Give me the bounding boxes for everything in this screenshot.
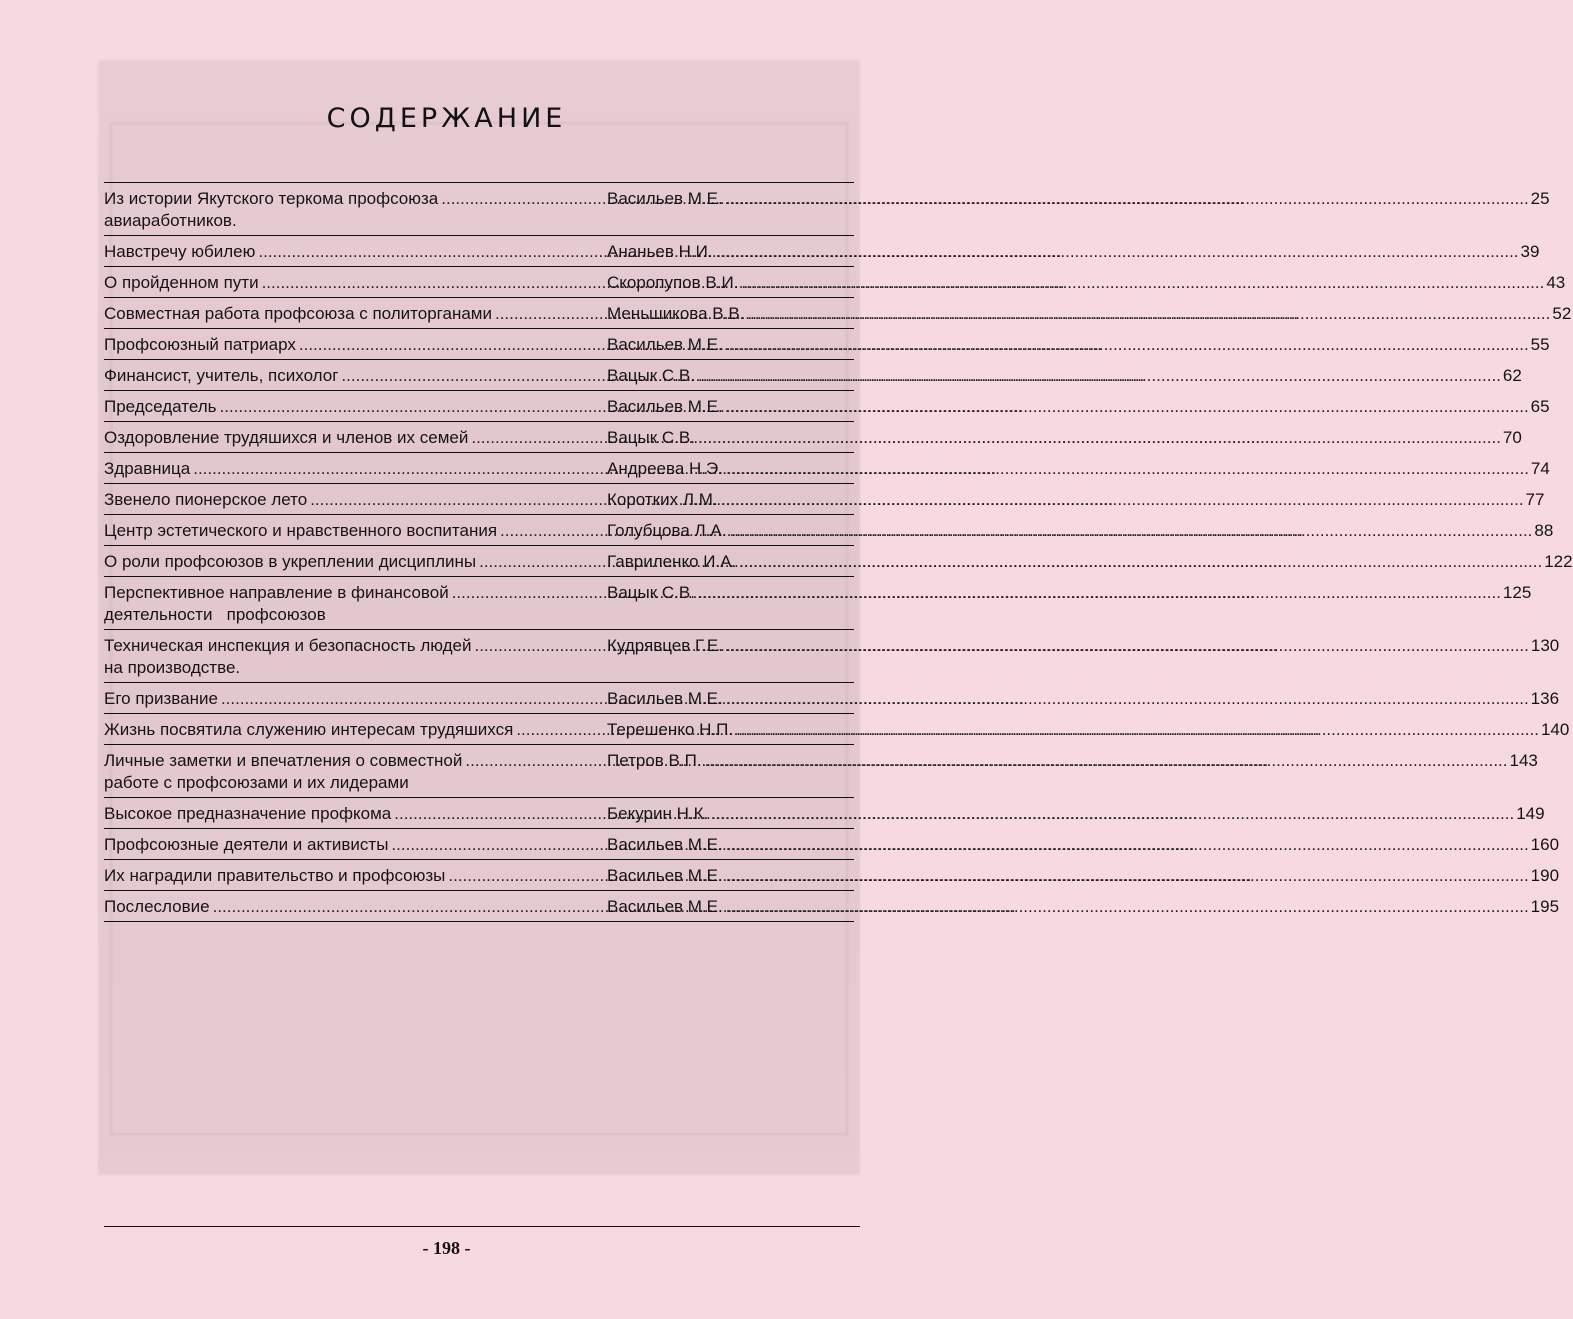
toc-row [104,452,1550,483]
toc-author: Петров В.П. [607,751,702,770]
toc-title: О роли профсоюзов в укреплении дисциплины [104,552,477,571]
toc-title: Жизнь посвятила служению интересам трудяшихся [104,720,514,739]
toc-title: Оздоровление трудяшихся и членов их семей [104,428,469,447]
toc-page: 88 [1534,521,1554,540]
toc-page: 130 [1530,636,1560,655]
toc-row [104,328,1550,359]
toc-author: Вацык С.В. [607,428,695,447]
table-of-contents [104,182,1573,922]
toc-row [104,859,1560,890]
toc-title: Звенело пионерское лето [104,490,308,509]
toc-row [104,266,1566,297]
toc-row [104,828,1560,859]
toc-title: Совместная работа профсоюза с политорганами [104,304,492,323]
toc-author: Скоропупов В.И. [607,273,739,292]
toc-page: 65 [1530,397,1550,416]
toc-page: 77 [1525,490,1545,509]
toc-row [104,797,1545,828]
toc-row [104,182,1550,235]
toc-page: 122 [1544,552,1573,571]
toc-title: Профсоюзные деятели и активисты [104,835,389,854]
toc-author: Терешенко Н.П. [607,720,734,739]
toc-page: 39 [1520,242,1540,261]
toc-title-continuation: деятельности профсоюзов [104,605,326,624]
toc-page: 143 [1509,751,1538,770]
toc-row [104,421,1522,452]
toc-row [104,890,1560,921]
toc-row [104,744,1538,797]
toc-page: 70 [1502,428,1522,447]
toc-row [104,297,1572,328]
toc-author: Васильев М.Е. [607,397,723,416]
toc-row [104,576,1532,629]
toc-author: Меньшикова В.В. [607,304,745,323]
toc-page: 74 [1530,459,1550,478]
toc-author: Васильев М.Е. [607,689,723,708]
toc-row [104,629,1560,682]
toc-author: Андреева Н.Э. [607,459,723,478]
toc-title: Его призвание [104,689,218,708]
toc-author: Вацык С.В. [607,583,695,602]
toc-author: Бекурин Н.К. [607,804,709,823]
toc-title: Здравница [104,459,191,478]
toc-row [104,235,1540,266]
toc-row [104,483,1545,514]
toc-page: 149 [1516,804,1545,823]
toc-page: 52 [1552,304,1572,323]
page-title: СОДЕРЖАНИЕ [326,103,567,134]
toc-page: 136 [1530,689,1560,708]
toc-row [104,514,1554,545]
toc-page: 43 [1546,273,1566,292]
toc-title: Председатель [104,397,217,416]
toc-title: Из истории Якутского теркома профсоюза [104,189,439,208]
page-number: - 198 - [422,1238,471,1258]
toc-title: Финансист, учитель, психолог [104,366,339,385]
toc-title: Высокое предназначение профкома [104,804,392,823]
footer-rule [104,1226,860,1227]
toc-author: Васильев М.Е. [607,866,723,885]
toc-row [104,682,1560,713]
toc-page: 125 [1502,583,1532,602]
toc-author: Вацык С.В. [607,366,695,385]
toc-row [104,359,1522,390]
toc-title: Их наградили правительство и профсоюзы [104,866,446,885]
toc-title: О пройденном пути [104,273,259,292]
toc-row [104,545,1573,576]
toc-title: Центр эстетического и нравственного воспитания [104,521,498,540]
toc-author: Васильев М.Е. [607,835,723,854]
toc-title: Техническая инспекция и безопасность людей [104,636,472,655]
toc-page: 190 [1530,866,1560,885]
toc-page: 25 [1530,189,1550,208]
toc-author: Ананьев Н.И. [607,242,713,261]
toc-title: Послесловие [104,897,210,916]
toc-title: Перспективное направление в финансовой [104,583,449,602]
toc-author: Гавриленко И.А. [607,552,737,571]
toc-author: Васильев М.Е. [607,335,723,354]
toc-title: Профсоюзный патриарх [104,335,296,354]
toc-page: 160 [1530,835,1560,854]
toc-page: 55 [1530,335,1550,354]
toc-page: 140 [1540,720,1570,739]
toc-title-continuation: авиаработников. [104,211,237,230]
toc-title: Личные заметки и впечатления о совместной [104,751,463,770]
toc-page: 195 [1530,897,1560,916]
toc-author: Коротких Л.М. [607,490,718,509]
toc-page: 62 [1502,366,1522,385]
toc-author: Кудрявцев Г.Е. [607,636,723,655]
toc-author: Васильев М.Е. [607,897,723,916]
toc-author: Голубцова Л.А. [607,521,727,540]
toc-title-continuation: на производстве. [104,658,241,677]
toc-row [104,390,1550,421]
toc-title-continuation: работе с профсоюзами и их лидерами [104,773,409,792]
toc-title: Навстречу юбилею [104,242,256,261]
toc-author: Васильев М.Е. [607,189,723,208]
toc-row [104,713,1570,744]
